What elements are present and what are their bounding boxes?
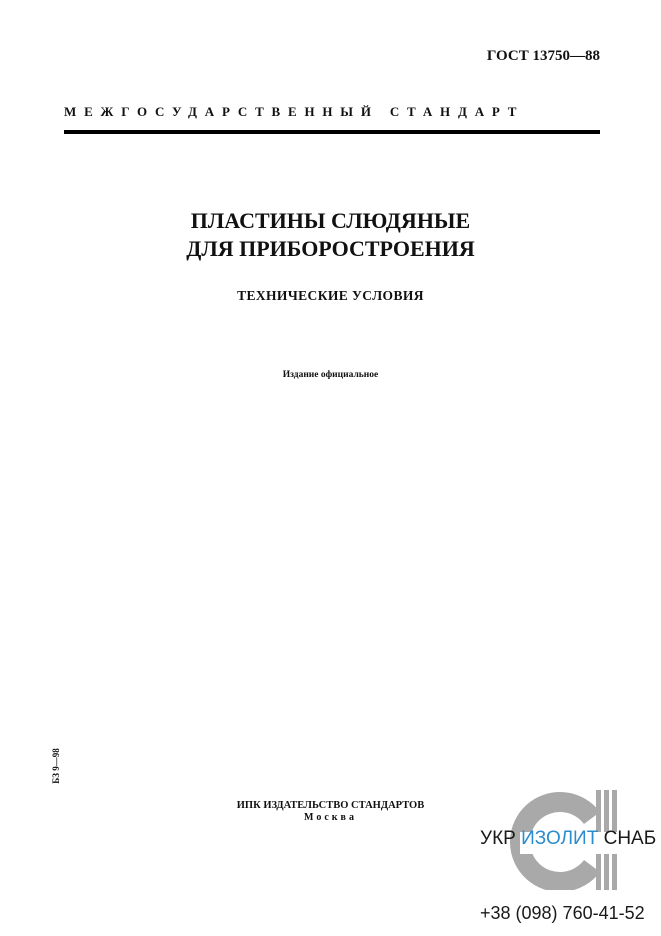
logo-prefix: УКР bbox=[480, 828, 516, 849]
standard-number: ГОСТ 13750—88 bbox=[486, 48, 600, 64]
logo-suffix: СНАБ bbox=[603, 828, 657, 849]
document-title-line2: ДЛЯ ПРИБОРОСТРОЕНИЯ bbox=[186, 236, 475, 261]
document-subtitle: ТЕХНИЧЕСКИЕ УСЛОВИЯ bbox=[237, 288, 424, 303]
logo-accent: ИЗОЛИТ bbox=[521, 828, 599, 849]
margin-code: БЗ 9—98 bbox=[51, 748, 61, 784]
publisher-name: ИПК ИЗДАТЕЛЬСТВО СТАНДАРТОВ bbox=[236, 800, 425, 811]
watermark-phone: +38 (098) 760-41-52 bbox=[480, 903, 645, 923]
header-rule bbox=[64, 130, 600, 134]
edition-note: Издание официальное bbox=[282, 370, 379, 380]
publisher-city: Москва bbox=[304, 812, 357, 823]
watermark-company-name bbox=[480, 828, 656, 850]
document-title-line1: ПЛАСТИНЫ СЛЮДЯНЫЕ bbox=[190, 208, 471, 233]
standard-banner: МЕЖГОСУДАРСТВЕННЫЙ СТАНДАРТ bbox=[64, 104, 525, 119]
